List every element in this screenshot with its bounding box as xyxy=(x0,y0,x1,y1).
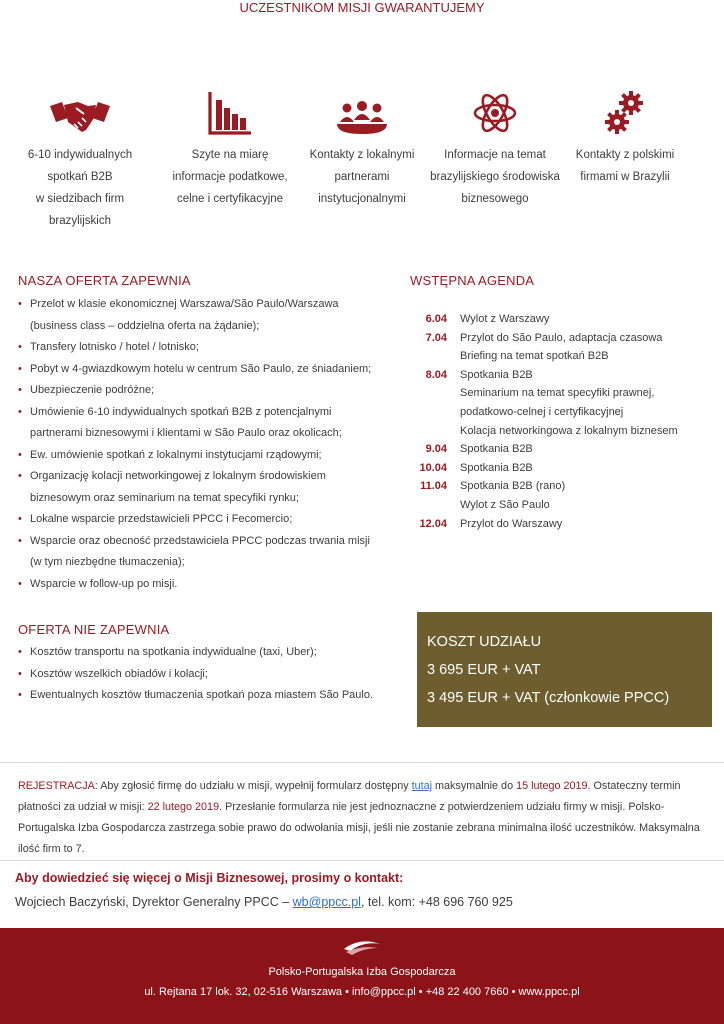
list-item: • Ubezpieczenie podróżne; xyxy=(18,380,403,402)
list-item: • Pobyt w 4-gwiazdkowym hotelu w centrum São Paulo, ze śniadaniem; xyxy=(18,359,403,381)
feature-business-info xyxy=(425,84,565,210)
offer-list xyxy=(18,294,403,595)
contact-line: Wojciech Baczyński, Dyrektor Generalny PPCC – wb@ppcc.pl, tel. kom: +48 696 760 925 xyxy=(15,895,513,909)
agenda-row: 6.04 Wylot z Warszawy xyxy=(425,313,550,325)
registration-form-link[interactable]: tutaj xyxy=(411,780,433,792)
registration-text: REJESTRACJA: Aby zgłosić firmę do udziału w misji, wypełnij formularz dostępny tutaj maksymalnie do 15 lutego 2019. Ostateczny termin płatności za udział w misji: 22 lutego 2019. Przesłanie formularza nie jest jednoznaczne z potwierdzeniem udziału firmy w misji. Polsko-Portugalska Izba Gospodarcza zastrzega sobie prawo do odwołania misji, jeśli nie zostanie zebrana minimalna ilość uczestników. Maksymalna ilość firm to 7. xyxy=(18,780,700,855)
footer-address: ul. Rejtana 17 lok. 32, 02-516 Warszawa • info@ppcc.pl • +48 22 400 7660 • www.ppcc.pl xyxy=(144,986,580,998)
list-item: • Wsparcie w follow-up po misji. xyxy=(18,574,403,596)
agenda-list xyxy=(410,310,710,533)
list-item: • Kosztów wszelkich obiadów i kolacji; xyxy=(18,664,403,686)
people-meeting-icon xyxy=(292,84,432,136)
payment-deadline: 22 lutego 2019 xyxy=(147,801,220,813)
agenda-row: 8.04 Spotkania B2B xyxy=(425,368,533,381)
cost-box xyxy=(417,612,712,727)
agenda-row: 10.04 Spotkania B2B xyxy=(419,461,533,474)
feature-text: 6-10 indywidualnych spotkań B2B w siedzibach firm brazylijskich xyxy=(27,149,133,227)
feature-text: Szyte na miarę informacje podatkowe, celne i certyfikacyjne xyxy=(172,149,288,205)
contact-section xyxy=(15,866,715,914)
divider xyxy=(0,860,724,861)
agenda-row: Briefing na temat spotkań B2B xyxy=(460,350,609,363)
footer xyxy=(0,928,724,1024)
agenda-row: Seminarium na temat specyfiki prawnej, xyxy=(460,387,655,400)
list-item: • Wsparcie oraz obecność przedstawiciela PPCC podczas trwania misji (w tym niezbędne tłumaczenia); xyxy=(18,531,403,574)
feature-polish-companies xyxy=(555,84,695,188)
gears-icon xyxy=(555,84,695,136)
agenda-row: 12.04 Przylot do Warszawy xyxy=(419,517,563,530)
agenda-row: podatkowo-celnej i certyfikacyjnej xyxy=(460,405,624,418)
atom-icon xyxy=(425,84,565,136)
feature-tax-info xyxy=(160,84,300,210)
not-included-list xyxy=(18,642,403,707)
cost-price: 3 695 EUR + VAT xyxy=(427,662,541,678)
agenda-row: Wylot z São Paulo xyxy=(460,498,550,511)
list-item: • Ew. umówienie spotkań z lokalnymi instytucjami rządowymi; xyxy=(18,445,403,467)
agenda-row: Kolacja networkingowa z lokalnym biznesem xyxy=(460,424,678,437)
list-item: • Kosztów transportu na spotkania indywidualne (taxi, Uber); xyxy=(18,642,403,664)
ppcc-logo xyxy=(0,928,724,959)
offer-heading: NASZA OFERTA ZAPEWNIA xyxy=(18,273,191,288)
registration-deadline: 15 lutego 2019 xyxy=(516,780,588,792)
feature-text: Kontakty z lokalnymi partnerami instytucjonalnymi xyxy=(309,149,415,205)
bar-chart-icon xyxy=(160,84,300,136)
footer-org: Polsko-Portugalska Izba Gospodarcza xyxy=(268,966,456,978)
feature-text: Kontakty z polskimi firmami w Brazylii xyxy=(575,149,675,183)
agenda-heading: WSTĘPNA AGENDA xyxy=(410,273,535,288)
divider xyxy=(0,762,724,763)
list-item: • Transfery lotnisko / hotel / lotnisko; xyxy=(18,337,403,359)
agenda-row: 7.04 Przylot do São Paulo, adaptacja czasowa xyxy=(425,331,663,344)
agenda-row: 9.04 Spotkania B2B xyxy=(425,443,533,456)
handshake-icon xyxy=(10,84,150,136)
list-item: • Organizację kolacji networkingowej z lokalnym środowiskiem biznesowym oraz seminarium na temat specyfiki rynku; xyxy=(18,466,403,509)
not-included-heading: OFERTA NIE ZAPEWNIA xyxy=(18,622,170,637)
list-item: • Przelot w klasie ekonomicznej Warszawa/São Paulo/Warszawa (business class – oddzielna oferta na żądanie); xyxy=(18,294,403,337)
list-item: • Umówienie 6-10 indywidualnych spotkań B2B z potencjalnymi partnerami biznesowymi i klientami w São Paulo oraz okolicach; xyxy=(18,402,403,445)
feature-b2b-meetings xyxy=(10,84,150,232)
guarantee-heading: UCZESTNIKOM MISJI GWARANTUJEMY xyxy=(239,0,485,15)
list-item: • Ewentualnych kosztów tłumaczenia spotkań poza miastem São Paulo. xyxy=(18,685,403,707)
registration-label: REJESTRACJA: xyxy=(18,780,98,792)
cost-member-price: 3 495 EUR + VAT (członkowie PPCC) xyxy=(427,690,670,706)
feature-institutional-contacts xyxy=(292,84,432,210)
feature-text: Informacje na temat brazylijskiego środowiska biznesowego xyxy=(430,149,560,205)
contact-heading: Aby dowiedzieć się więcej o Misji Biznesowej, prosimy o kontakt: xyxy=(15,871,404,885)
cost-title: KOSZT UDZIAŁU xyxy=(427,634,542,650)
contact-email-link[interactable]: wb@ppcc.pl xyxy=(292,895,361,909)
list-item: • Lokalne wsparcie przedstawicieli PPCC i Fecomercio; xyxy=(18,509,403,531)
agenda-row: 11.04 Spotkania B2B (rano) xyxy=(420,480,566,493)
